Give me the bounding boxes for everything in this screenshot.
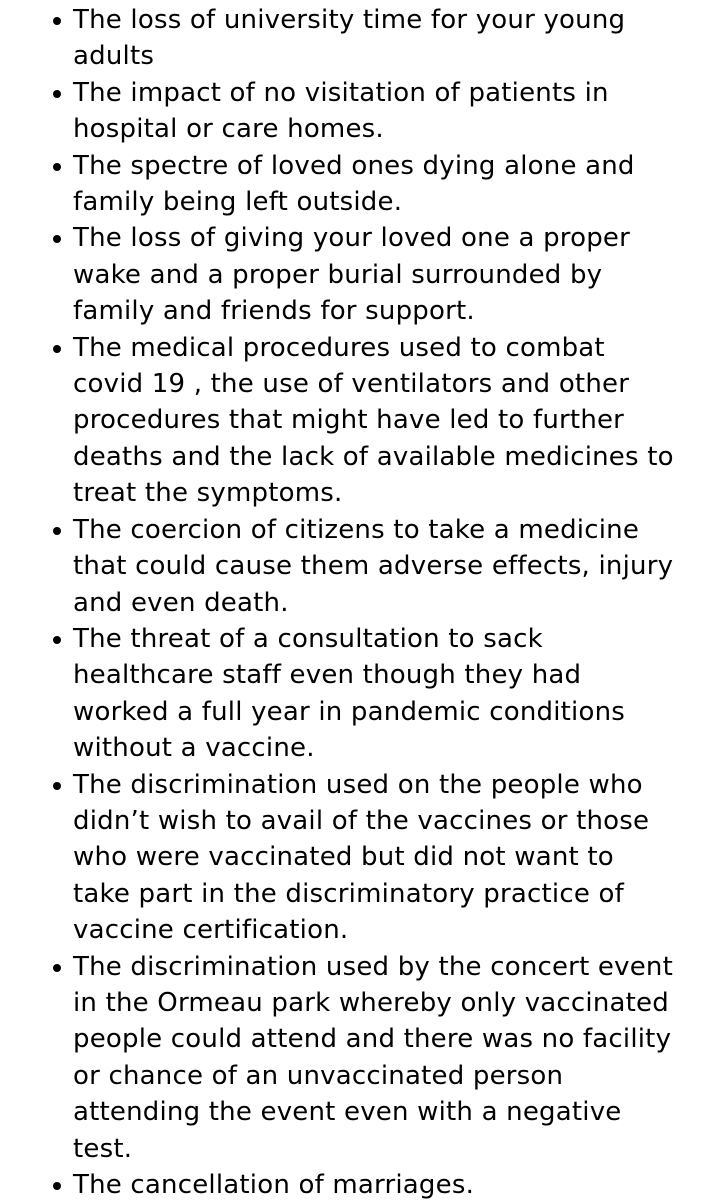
bullet-icon xyxy=(53,17,61,25)
list-item xyxy=(0,2,715,75)
list-item-text: The cancellation of marriages. xyxy=(73,1170,475,1200)
list-item xyxy=(0,75,715,148)
bullet-icon xyxy=(53,90,61,98)
list-item xyxy=(0,621,715,767)
list-item-text: The coercion of citizens to take a medicine that could cause them adverse effects, injury and even death. xyxy=(73,514,674,618)
bullet-icon xyxy=(53,1182,61,1190)
list-item-text: The loss of giving your loved one a proper wake and a proper burial surrounded by family and friends for support. xyxy=(73,223,630,327)
list-item-text: The impact of no visitation of patients in hospital or care homes. xyxy=(73,77,609,145)
list-item xyxy=(0,220,715,329)
list-item-text: The threat of a consultation to sack healthcare staff even though they had worked a full year in pandemic conditions without a vaccine. xyxy=(73,623,626,764)
bullet-icon xyxy=(53,782,61,790)
bullet-icon xyxy=(53,235,61,243)
list-item-text: The medical procedures used to combat covid 19 , the use of ventilators and other procedures that might have led to further deaths and the lack of available medicines to treat the symptoms. xyxy=(73,332,674,509)
list-item-text: The spectre of loved ones dying alone and family being left outside. xyxy=(73,150,635,218)
bullet-icon xyxy=(53,163,61,171)
list-item xyxy=(0,148,715,221)
list-item-text: The discrimination used by the concert event in the Ormeau park whereby only vaccinated people could attend and there was no facility or chance of an unvaccinated person attending the event even with a negative test. xyxy=(73,951,673,1164)
list-item xyxy=(0,512,715,621)
list-item-text: The loss of university time for your young adults xyxy=(73,5,626,72)
bullet-icon xyxy=(53,345,61,353)
bullet-icon xyxy=(53,527,61,535)
list-item xyxy=(0,949,715,1167)
bullet-icon xyxy=(53,964,61,972)
bullet-icon xyxy=(53,636,61,644)
list-item xyxy=(0,1167,715,1200)
list-item xyxy=(0,330,715,512)
bullet-list xyxy=(0,2,715,1200)
list-item-text: The discrimination used on the people who didn’t wish to avail of the vaccines or those who were vaccinated but did not want to take part in the discriminatory practice of vaccine certification. xyxy=(73,769,650,946)
list-item xyxy=(0,767,715,949)
